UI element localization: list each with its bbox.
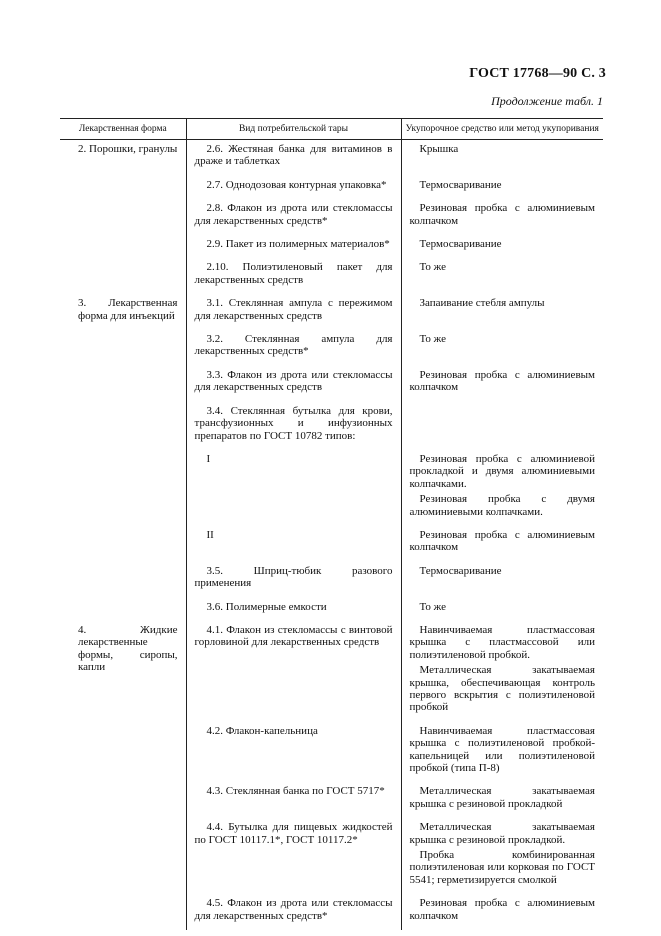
closure-method-cell (401, 402, 603, 450)
dosage-form-cell (60, 818, 186, 894)
closure-method-text: То же (419, 261, 446, 274)
table-row (60, 598, 603, 621)
closure-method-text: Навинчиваемая пластмассовая крышка с пластмассовой или полиэтиленовой пробкой. (409, 623, 595, 661)
dosage-form-cell (60, 258, 186, 294)
dosage-form-cell: 3. Лекарственная форма для инъекций (78, 297, 178, 322)
closure-method-cell (401, 450, 603, 526)
closure-method-text: То же (419, 600, 446, 613)
dosage-form-cell (60, 722, 186, 783)
dosage-form-cell (60, 366, 186, 402)
column-header-form: Лекарственная форма (60, 119, 186, 140)
dosage-form-cell: 4. Жидкие лекарственные формы, сиропы, капли (78, 623, 178, 674)
container-type-cell: 3.5. Шприц-тюбик разового применения (186, 562, 401, 598)
closure-method-text: Термосваривание (419, 564, 502, 577)
table-row (60, 140, 603, 176)
table-row (60, 366, 603, 402)
container-type-cell: 4.4. Бутылка для пищевых жидкостей по ГОСТ 10117.1*, ГОСТ 10117.2* (186, 818, 401, 894)
dosage-form-cell (60, 562, 186, 598)
closure-method-text: Резиновая пробка с алюминиевым колпачком (409, 528, 595, 554)
dosage-form-cell (60, 526, 186, 562)
closure-method-cell (401, 782, 603, 818)
dosage-form-cell (60, 176, 186, 199)
closure-method-text: Резиновая пробка с алюминиевым колпачком (409, 202, 595, 227)
closure-method-text: Навинчиваемая пластмассовая крышка с полиэтиленовой пробкой-капельницей или полиэтиленовой пробкой (типа П-8) (409, 724, 595, 775)
closure-method-cell (401, 722, 603, 783)
closure-method-cell (401, 562, 603, 598)
container-type-cell: 3.1. Стеклянная ампула с пережимом для лекарственных средств (186, 294, 401, 330)
dosage-form-cell (60, 894, 186, 930)
closure-method-text: Резиновая пробка с алюминиевым колпачком (409, 897, 595, 922)
container-type-cell: 3.3. Флакон из дрота или стекломассы для лекарственных средств (186, 366, 401, 402)
closure-method-text: Запаивание стебля ампулы (419, 297, 545, 310)
closure-method-cell (401, 818, 603, 894)
closure-method-text: Резиновая пробка с алюминиевой прокладкой и двумя алюминиевыми колпачками. (409, 452, 595, 490)
dosage-form-cell (60, 450, 186, 526)
dosage-form-cell (60, 330, 186, 366)
column-header-closure: Укупорочное средство или метод укупоривания (401, 119, 603, 140)
closure-method-cell (401, 330, 603, 366)
container-type-cell: II (186, 526, 401, 562)
table-row (60, 330, 603, 366)
closure-method-text: Металлическая закатываемая крышка, обеспечивающая контроль первого вскрытия с полиэтиленовой пробкой (409, 664, 595, 714)
container-type-cell: 3.4. Стеклянная бутылка для крови, трансфузионных и инфузионных препаратов по ГОСТ 10782 типов: (186, 402, 401, 450)
table-row (60, 526, 603, 562)
container-type-cell: 3.6. Полимерные емкости (186, 598, 401, 621)
table-row (60, 818, 603, 894)
column-header-container: Вид потребительской тары (186, 119, 401, 140)
closure-method-cell (401, 176, 603, 199)
closure-method-text: Крышка (419, 143, 459, 155)
table-row (60, 176, 603, 199)
closure-method-text: Металлическая закатываемая крышка с резиновой прокладкой. (409, 821, 595, 846)
container-type-cell: 2.6. Жестяная банка для витаминов в драже и таблетках (186, 140, 401, 176)
dosage-form-cell (60, 782, 186, 818)
dosage-form-cell (60, 235, 186, 258)
table-row (60, 258, 603, 294)
table-row (60, 562, 603, 598)
closure-method-text: Термосваривание (419, 238, 502, 251)
closure-method-text: Металлическая закатываемая крышка с резиновой прокладкой (409, 785, 595, 810)
closure-method-text: Термосваривание (419, 178, 502, 191)
closure-method-cell (401, 235, 603, 258)
closure-method-text: Резиновая пробка с алюминиевым колпачком (409, 368, 595, 394)
closure-method-cell (401, 199, 603, 235)
container-type-cell: 2.7. Однодозовая контурная упаковка* (186, 176, 401, 199)
table-row (60, 621, 603, 722)
container-type-cell: I (186, 450, 401, 526)
closure-method-cell (401, 140, 603, 176)
closure-method-text: То же (419, 333, 446, 346)
container-type-cell: 2.9. Пакет из полимерных материалов* (186, 235, 401, 258)
table-row (60, 294, 603, 330)
dosage-form-cell (60, 598, 186, 621)
document-code: ГОСТ 17768—90 С. 3 (469, 66, 606, 81)
closure-method-cell (401, 258, 603, 294)
closure-method-cell (401, 294, 603, 330)
dosage-form-cell (60, 402, 186, 450)
table-header-row (60, 119, 603, 140)
table-continuation-label: Продолжение табл. 1 (491, 94, 603, 108)
dosage-form-cell: 2. Порошки, гранулы (78, 143, 178, 155)
table-body (60, 140, 603, 931)
container-type-cell: 4.2. Флакон-капельница (186, 722, 401, 783)
closure-method-cell (401, 598, 603, 621)
container-type-cell: 4.5. Флакон из дрота или стекломассы для лекарственных средств* (186, 894, 401, 930)
table-row (60, 722, 603, 783)
container-type-cell: 2.8. Флакон из дрота или стекломассы для лекарственных средств* (186, 199, 401, 235)
closure-method-text: Пробка комбинированная полиэтиленовая или корковая по ГОСТ 5541; герметизируется смолкой (409, 849, 595, 886)
closure-method-cell (401, 894, 603, 930)
packaging-table (60, 118, 603, 930)
closure-method-text: Резиновая пробка с двумя алюминиевыми колпачками. (409, 493, 595, 518)
container-type-cell: 4.1. Флакон из стекломассы с винтовой горловиной для лекарственных средств (186, 621, 401, 722)
table-row (60, 402, 603, 450)
table-row (60, 782, 603, 818)
closure-method-cell (401, 366, 603, 402)
container-type-cell: 4.3. Стеклянная банка по ГОСТ 5717* (186, 782, 401, 818)
container-type-cell: 2.10. Полиэтиленовый пакет для лекарственных средств (186, 258, 401, 294)
dosage-form-cell (60, 199, 186, 235)
table-row (60, 235, 603, 258)
closure-method-cell (401, 621, 603, 722)
table-row (60, 450, 603, 526)
closure-method-cell (401, 526, 603, 562)
table-row (60, 894, 603, 930)
container-type-cell: 3.2. Стеклянная ампула для лекарственных средств* (186, 330, 401, 366)
table-row (60, 199, 603, 235)
